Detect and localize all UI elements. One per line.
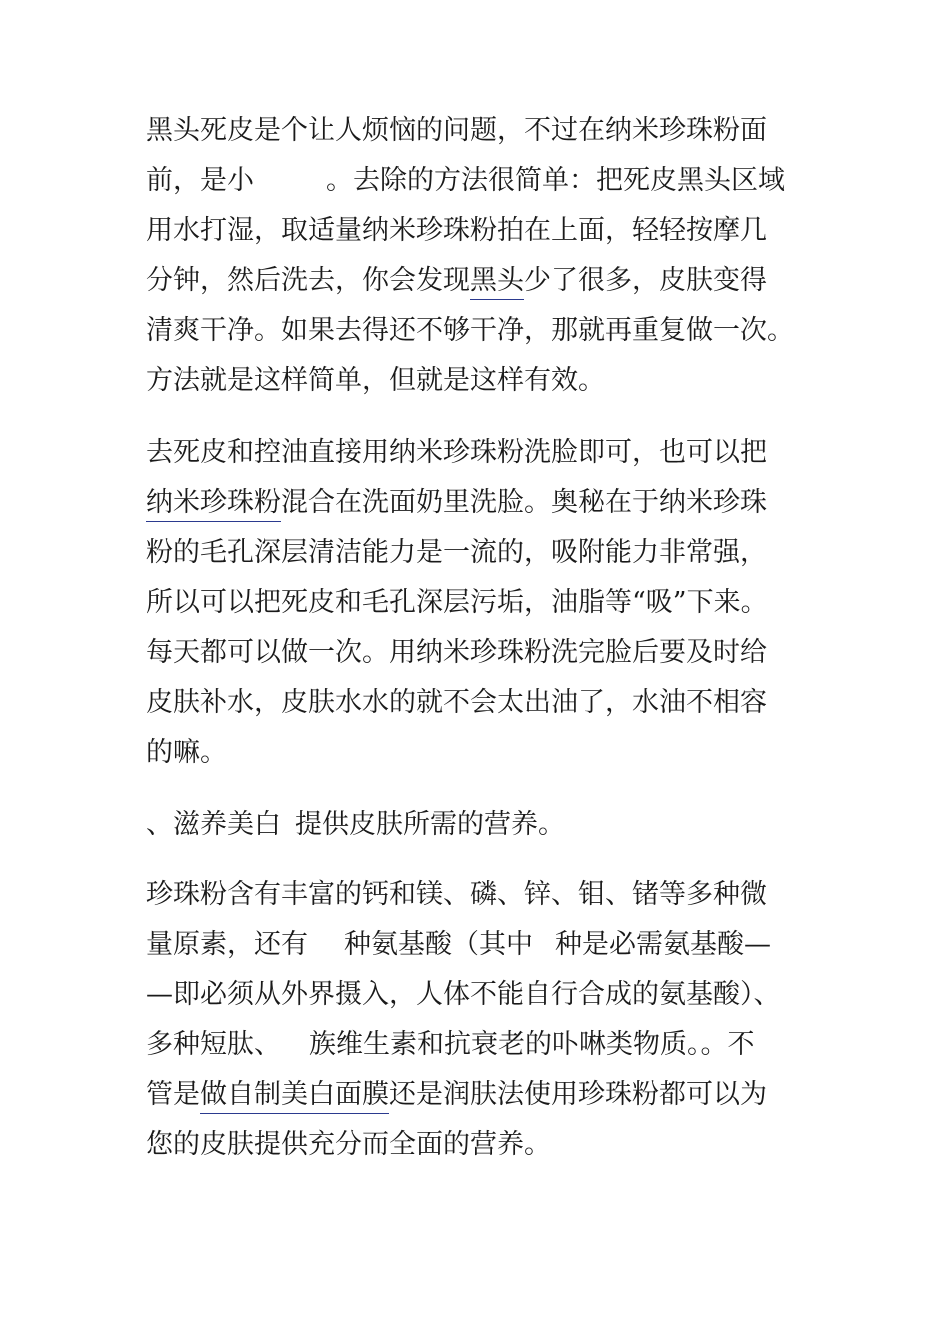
paragraph-blackhead-removal: [146, 106, 816, 406]
text-run: 粉的毛孔深层清洁能力是一流的，吸附能力非常强，: [146, 537, 767, 568]
text-run: 族维生素和抗衰老的卟啉类物质。。不: [309, 1029, 755, 1060]
text-run: 多种短肽、: [146, 1029, 281, 1060]
text-run: 所以可以把死皮和毛孔深层污垢，油脂等“吸”下来。: [146, 587, 768, 618]
text-line: [146, 920, 816, 970]
text-run: 。去除的方法很简单：把死皮黑头区域: [326, 165, 785, 196]
text-run: 混合在洗面奶里洗脸。奥秘在于纳米珍珠: [281, 487, 767, 518]
text-line: [146, 478, 816, 528]
section-heading-nourish-whiten: [146, 800, 816, 850]
link-blackhead[interactable]: 黑头: [470, 265, 524, 300]
text-run: 种氨基酸（其中: [344, 929, 533, 960]
text-run: 去死皮和控油直接用纳米珍珠粉洗脸即可，也可以把: [146, 437, 767, 468]
text-line: [146, 528, 816, 578]
text-run: 黑头死皮是个让人烦恼的问题，不过在纳米珍珠粉面: [146, 115, 767, 146]
paragraph-oil-control: [146, 428, 816, 778]
text-run: 分钟，然后洗去，你会发现: [146, 265, 470, 296]
text-line: [146, 106, 816, 156]
text-run: 少了很多，皮肤变得: [524, 265, 767, 296]
text-run: 种是必需氨基酸—: [555, 929, 771, 960]
text-run: 的嘛。: [146, 737, 227, 768]
link-nano-pearl-powder[interactable]: 纳米珍珠粉: [146, 487, 281, 522]
text-line: [146, 728, 816, 778]
text-run: 您的皮肤提供充分而全面的营养。: [146, 1129, 551, 1160]
text-run: —即必须从外界摄入，人体不能自行合成的氨基酸）、: [146, 979, 781, 1010]
text-run: 提供皮肤所需的营养。: [295, 809, 565, 840]
text-run: 量原素，还有: [146, 929, 308, 960]
text-run: 珍珠粉含有丰富的钙和镁、磷、锌、钼、锗等多种微: [146, 879, 767, 910]
text-line: [146, 578, 816, 628]
text-line: [146, 306, 816, 356]
text-line: [146, 1120, 816, 1170]
link-homemade-whitening-mask[interactable]: 做自制美白面膜: [200, 1079, 389, 1114]
text-line: [146, 678, 816, 728]
text-run: 方法就是这样简单，但就是这样有效。: [146, 365, 605, 396]
text-line: [146, 1020, 816, 1070]
text-line: [146, 256, 816, 306]
text-run: 前，是小: [146, 165, 254, 196]
text-line: [146, 156, 816, 206]
text-line: [146, 870, 816, 920]
text-line: [146, 356, 816, 406]
text-run: 清爽干净。如果去得还不够干净，那就再重复做一次。: [146, 315, 794, 346]
text-line: [146, 800, 816, 850]
text-run: 管是: [146, 1079, 200, 1110]
text-line: [146, 628, 816, 678]
text-line: [146, 1070, 816, 1120]
paragraph-nutrients: [146, 870, 816, 1170]
text-run: 皮肤补水，皮肤水水的就不会太出油了，水油不相容: [146, 687, 767, 718]
text-run: 、滋养美白: [146, 809, 281, 840]
text-line: [146, 970, 816, 1020]
text-line: [146, 206, 816, 256]
text-run: 用水打湿，取适量纳米珍珠粉拍在上面，轻轻按摩几: [146, 215, 767, 246]
text-line: [146, 428, 816, 478]
text-run: 每天都可以做一次。用纳米珍珠粉洗完脸后要及时给: [146, 637, 767, 668]
text-run: 还是润肤法使用珍珠粉都可以为: [389, 1079, 767, 1110]
